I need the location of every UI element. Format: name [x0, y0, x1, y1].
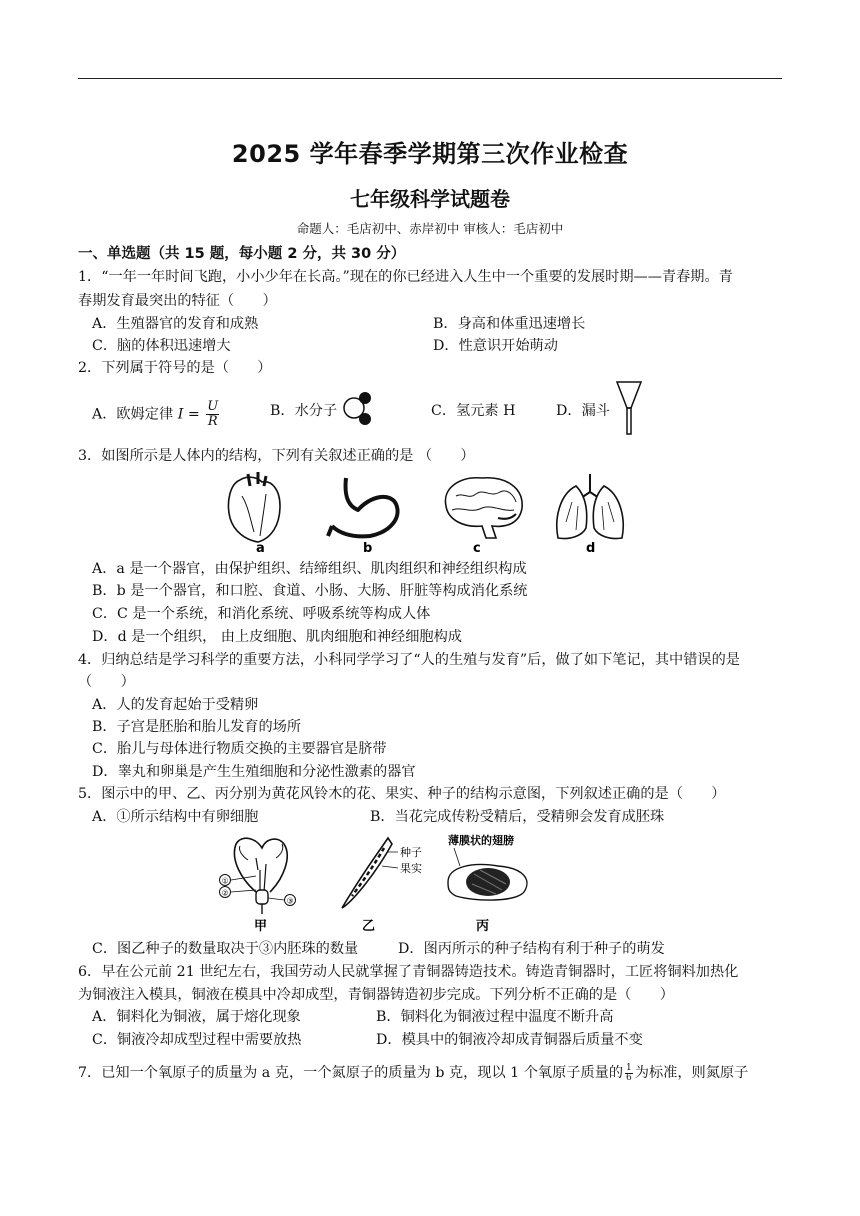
q5-option-b: B．当花完成传粉受精后，受精卵会发育成胚珠: [370, 809, 665, 825]
heart-icon: [228, 472, 280, 542]
q1-option-b: B．身高和体重迅速增长: [433, 316, 586, 332]
q7-stem: [78, 1062, 748, 1083]
q4-stem-line2: （ ）: [78, 674, 135, 690]
flower-icon: [220, 838, 296, 914]
organ-label-d: d: [586, 541, 596, 556]
authors-line: 命题人：毛店初中、赤岸初中 审核人：毛店初中: [296, 221, 564, 236]
q5-option-c: C．图乙种子的数量取决于③内胚珠的数量: [92, 941, 359, 957]
brain-icon: [445, 478, 522, 538]
marker-2: ②: [221, 888, 229, 898]
q6-option-c: C．铜液冷却成型过程中需要放热: [92, 1032, 302, 1048]
winged-seed-icon: [448, 833, 527, 900]
top-rule: [78, 78, 782, 79]
q4-option-a: A．人的发育起始于受精卵: [92, 697, 259, 713]
stomach-icon: [328, 478, 398, 536]
fig-label-yi: 乙: [362, 919, 376, 934]
page-subtitle: 七年级科学试题卷: [350, 187, 510, 211]
organ-label-c: c: [473, 541, 481, 556]
q1-stem-line2: 春期发育最突出的特征（ ）: [78, 293, 277, 309]
fruit-label: 果实: [400, 862, 422, 875]
fig-label-bing: 丙: [476, 919, 490, 934]
q3-option-b: B．b 是一个器官，和口腔、食道、小肠、大肠、肝脏等构成消化系统: [92, 583, 528, 599]
q6-option-d: D．模具中的铜液冷却成青铜器后质量不变: [376, 1032, 643, 1048]
q2-option-b: B．水分子: [270, 403, 338, 419]
ohm-formula-lhs: I =: [177, 406, 200, 423]
q2-option-d: D．漏斗: [556, 403, 610, 419]
ohm-formula-fraction: [206, 400, 219, 429]
organ-figure: [220, 466, 640, 556]
q5-stem: 5．图示中的甲、乙、丙分别为黄花风铃木的花、果实、种子的结构示意图，下列叙述正确的是（ ）: [78, 786, 726, 802]
q1-stem-line1: 1．“一年一年时间飞跑，小小少年在长高。”现在的你已经进入人生中一个重要的发展时期——青春期。青: [78, 269, 733, 285]
q2-option-c: C．氢元素 H: [431, 403, 516, 419]
lungs-icon: [557, 474, 623, 539]
marker-1: ①: [221, 876, 229, 886]
organ-label-a: a: [256, 541, 265, 556]
organ-label-b: b: [363, 541, 373, 556]
wing-label: 薄膜状的翅膀: [448, 834, 514, 847]
q5-option-a: A．①所示结构中有卵细胞: [92, 809, 259, 825]
marker-3: ③: [286, 896, 294, 906]
q7-frac-den: 6: [626, 1072, 632, 1083]
q7-stem-part1: 7．已知一个氧原子的质量为 a 克，一个氮原子的质量为 b 克，现以 1 个氧原子质量的: [78, 1065, 624, 1081]
q3-option-d: D．d 是一个组织， 由上皮细胞、肌肉细胞和神经细胞构成: [92, 629, 462, 645]
q6-stem-line1: 6．早在公元前 21 世纪左右，我国劳动人民就掌握了青铜器铸造技术。铸造青铜器时，工匠将铜料加热化: [78, 964, 739, 980]
q2-option-a-label: A．欧姆定律: [92, 406, 174, 423]
q7-frac-num: 1: [626, 1062, 632, 1073]
plant-figure: [212, 830, 552, 934]
q1-option-d: D．性意识开始萌动: [433, 338, 558, 354]
q3-option-c: C．C 是一个系统，和消化系统、呼吸系统等构成人体: [92, 606, 431, 622]
q1-option-a: A．生殖器官的发育和成熟: [92, 316, 259, 332]
q6-option-b: B．铜料化为铜液过程中温度不断升高: [376, 1009, 614, 1025]
water-molecule-icon: [340, 390, 374, 426]
q2-stem: 2．下列属于符号的是（ ）: [78, 360, 272, 376]
ohm-formula-denominator: R: [207, 414, 218, 429]
q3-stem: 3．如图所示是人体内的结构，下列有关叙述正确的是 （ ）: [78, 448, 475, 464]
q4-option-b: B．子宫是胚胎和胎儿发育的场所: [92, 719, 302, 735]
ohm-formula-numerator: U: [207, 399, 219, 414]
q4-option-c: C．胎儿与母体进行物质交换的主要器官是脐带: [92, 741, 387, 757]
q2-option-a: [92, 400, 221, 429]
q5-option-d: D．图丙所示的种子结构有利于种子的萌发: [398, 941, 665, 957]
fig-label-jia: 甲: [254, 919, 268, 934]
q1-option-c: C．脑的体积迅速增大: [92, 338, 231, 354]
page-title: 2025 学年春季学期第三次作业检查: [231, 140, 629, 168]
funnel-icon: [614, 378, 644, 438]
q7-stem-part2: 为标准，则氮原子: [634, 1065, 749, 1081]
seed-label: 种子: [400, 846, 422, 859]
q6-option-a: A．铜料化为铜液，属于熔化现象: [92, 1009, 301, 1025]
q4-stem-line1: 4．归纳总结是学习科学的重要方法，小科同学学习了“人的生殖与发育”后，做了如下笔记，其中错误的是: [78, 652, 740, 668]
section-heading: 一、单选题（共 15 题，每小题 2 分，共 30 分）: [78, 246, 406, 262]
q7-fraction: [625, 1064, 633, 1083]
pod-icon: [342, 838, 422, 908]
q4-option-d: D．睾丸和卵巢是产生生殖细胞和分泌性激素的器官: [92, 764, 416, 780]
q3-option-a: A．a 是一个器官，由保护组织、结缔组织、肌肉组织和神经组织构成: [92, 561, 527, 577]
q6-stem-line2: 为铜液注入模具，铜液在模具中冷却成型，青铜器铸造初步完成。下列分析不正确的是（ ）: [78, 987, 674, 1003]
